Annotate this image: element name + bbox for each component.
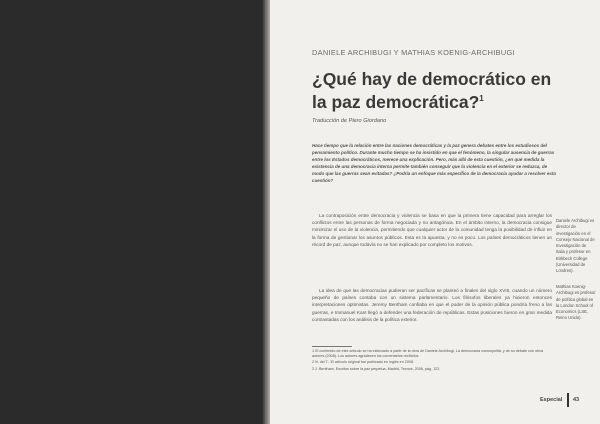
footnote-1: 1 El contenido de este artículo se ha elaborado a partir de la obra de Daniele Archibugi, La democracia cosmopolita, y de su debate con otros autores (2008). Los autores agradecen los comentarios recibidos. — [312, 349, 544, 359]
author-bio-1: Daniele Archibugi es director de investigación en el Consejo Nacional de Investigación de Italia y profesor en Birkbeck College (Universidad de Londres). — [556, 218, 595, 274]
article-title — [312, 70, 567, 112]
footnote-2: 2 N. del T.: El artículo original fue publicado en inglés en 2008. — [312, 360, 415, 365]
footnotes — [312, 349, 552, 373]
paragraph-1-text: La contraposición entre democracia y violencia se basa en que la primera tiene capacidad para arreglar los conflictos entre las personas de forma negociada y no antagónica. En el ámbito interno, la democracia consigue minimizar el uso de la violencia, permitiendo que cualquier actor de la comunidad tenga la posibilidad de influir en la forma de gestionar los asuntos públicos. Esta es la apuesta, y no es poco. Los países democráticos tienen un récord de paz, aunque todavía no se han explicado por completo los motivos. — [312, 213, 552, 247]
footer-divider — [567, 393, 569, 407]
article-authors: DANIELE ARCHIBUGI Y MATHIAS KOENIG-ARCHIBUGI — [312, 48, 515, 57]
author-bio-2: Mathias Koenig-Archibugi es profesor de política global en la London School of Economics (LSE, Reino Unido). — [556, 284, 596, 321]
article-abstract: Hace tiempo que la relación entre las naciones democráticas y la paz genera debates entre los estudiosos del pensamiento político. Durante mucho tiempo se ha insistido en que el fenómeno, la singular ausencia de guerras entre los Estados democráticos, merece una explicación. Pero, más allá de esta cuestión, ¿en qué medida la existencia de una democracia interna permite también conseguir que la violencia en el exterior se reduzca, de modo que las guerras sean evitadas? ¿Podría un enfoque más específico de la democracia ayudar a resolver esta cuestión? — [312, 143, 556, 183]
title-text: ¿Qué hay de democrático en la paz democrática? — [312, 69, 552, 112]
body-paragraph-1 — [312, 212, 552, 248]
section-label: Especial — [540, 397, 563, 403]
paragraph-2-text: La idea de que las democracias pudieran ser pacíficas se planteó a finales del siglo XVIII, cuando un número pequeño de países contaba con un sistema parlamentario. Los filósofos liberales ya hicieron entonces interpretaciones optimistas. Jeremy Bentham confiaba en que el poder de la opinión pública pondría freno a las guerras, e Immanuel Kant llegó a defender una federación de repúblicas. Estas posiciones fueron en gran medida contrastadas con los análisis de la política exterior. — [312, 288, 552, 322]
body-paragraph-2 — [312, 287, 552, 323]
footnote-rule — [312, 346, 352, 347]
translation-credit: Traducción de Piero Giordano — [312, 118, 387, 124]
page-number: 43 — [573, 397, 580, 403]
title-footnote-mark: 1 — [479, 94, 484, 103]
footnote-3: 3 J. Bentham, Escritos sobre la paz perpetua, Madrid, Tecnos, 2006, pág. 123. — [312, 366, 441, 371]
